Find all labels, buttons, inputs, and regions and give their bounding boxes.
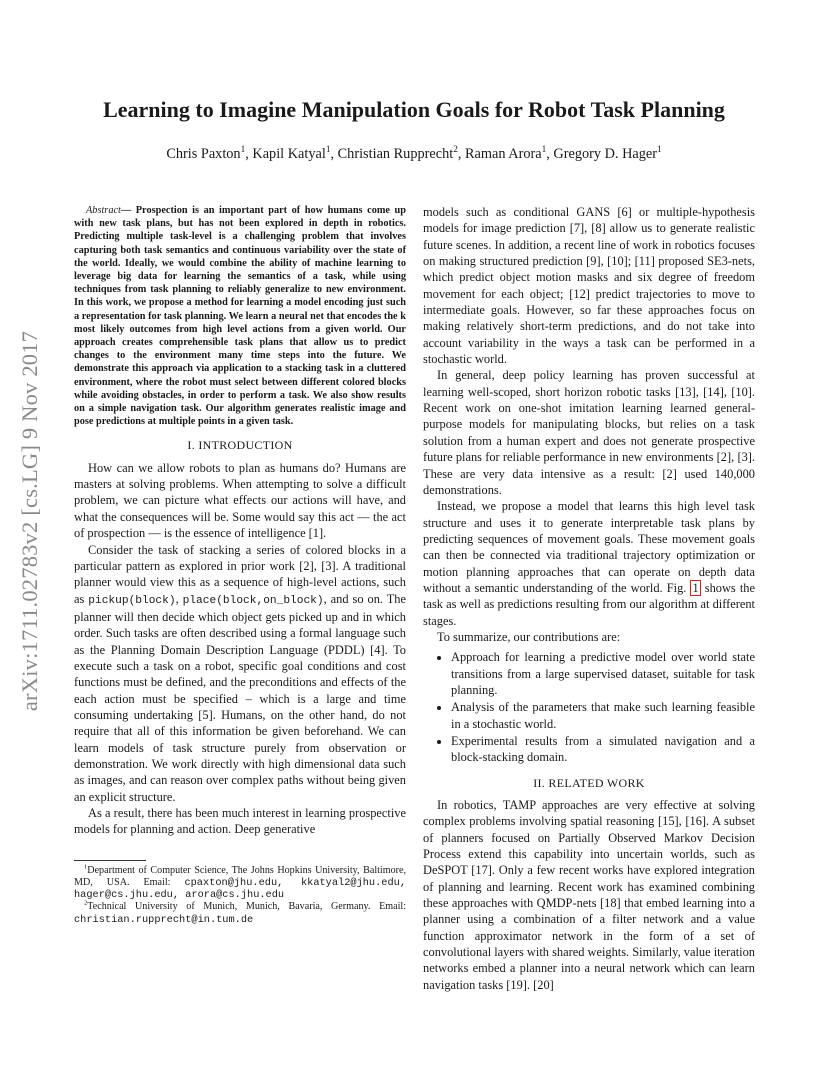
list-item: • Approach for learning a predictive model over world state transitions from a large supervised dataset, suitable for task planning. [451, 649, 755, 698]
body-paragraph: models such as conditional GANS [6] or multiple-hypothesis models for image prediction [7], [8] allow us to generate realistic future scenes. In addition, a recent line of work in robotics focuses on making structured prediction [9], [10]; [11] proposed SE3-nets, which predict object motion masks and six degree of freedom movement for each object; [12] predict trajectories to move to intermediate goals. However, so far these approaches focus on making relatively short-term predictions, and do not take into account variability in the ways a task can be performed in a stochastic world. [423, 205, 755, 367]
author-affiliation-mark: 1 [657, 145, 662, 156]
author-affiliation-mark: 2 [453, 145, 458, 156]
intro-paragraph [74, 542, 406, 806]
list-item: • Analysis of the parameters that make such learning feasible in a stochastic world. [451, 699, 755, 732]
code-pickup: pickup(block) [88, 594, 176, 607]
author-name: Chris Paxton [166, 146, 241, 162]
abstract-label: Abstract [86, 205, 121, 216]
section-heading-introduction: I. INTRODUCTION [187, 438, 293, 453]
body-text: Instead, we propose a model that learns this high level task structure and uses it to generate interpretable task plans by predicting sequences of movement goals. These movement goals can then be connected via traditional trajectory optimization or motion planning approaches that can operate on depth data without a semantic understanding of the world. Fig. [423, 499, 755, 595]
body-paragraph: In general, deep policy learning has proven successful at learning well-scoped, short horizon robotic tasks [13], [14], [10]. Recent work on one-shot imitation learning learned general-purpose models for manipulating blocks, but relies on a task solution from a human expert and does not generate prospective future plans for reliable performance in new environments [2], [3]. These are very data intensive as a result: [2] used 140,000 demonstrations. [423, 368, 755, 497]
list-item: • Experimental results from a simulated navigation and a block-stacking domain. [451, 733, 755, 766]
intro-text: , [175, 591, 183, 606]
footnote-mark: 1 [84, 863, 88, 871]
code-place: place(block,on_block) [182, 594, 324, 607]
author-list: Chris Paxton$^1$, Kapil Katyal$^1$, Christian Rupprecht$^2$, Raman Arora$^1$, Gregory D. Hager$^1$ [166, 145, 662, 162]
intro-text: Consider the task of stacking a series of colored blocks in a particular pattern as explored in prior work [2], [3]. A traditional planner would view this as a sequence of high-level actions, such as [74, 542, 406, 606]
section-heading-related-work: II. RELATED WORK [533, 775, 645, 790]
paper-title: Learning to Imagine Manipulation Goals for Robot Task Planning [103, 97, 725, 122]
contributions-list [423, 649, 755, 765]
body-paragraph [423, 498, 755, 629]
arxiv-sidebar [10, 286, 50, 756]
intro-paragraph: As a result, there has been much interest in learning prospective models for planning and action. Deep generative [74, 806, 406, 837]
abstract [74, 204, 406, 428]
footnote-affiliation-2 [74, 901, 406, 925]
author-name: Kapil Katyal [252, 146, 326, 162]
left-column [74, 204, 406, 926]
author-name: Christian Rupprecht [337, 146, 454, 162]
body-paragraph: To summarize, our contributions are: [437, 629, 621, 644]
author-name: Gregory D. Hager [553, 146, 658, 162]
email-link[interactable]: christian.rupprecht@in.tum.de [74, 913, 254, 926]
author-name: Raman Arora [465, 146, 542, 162]
footnote-rule [74, 860, 146, 861]
author-affiliation-mark: 1 [541, 145, 547, 156]
footnote-text: Technical University of Munich, Munich, Bavaria, Germany. Email: [87, 901, 406, 913]
footnote-affiliation-1 [74, 865, 406, 902]
abstract-text: Prospection is an important part of how humans come up with new task plans, but has not been explored in depth in robotics. Predicting multiple task-level is a challenging problem that involves capturing both task semantics and continuous variability over the state of the world. Ideally, we would combine the ability of machine learning to leverage big data for learning the semantics of a task, while using techniques from task planning to reliably generalize to new environment. In this work, we propose a method for learning a model encoding just such a representation for task planning. We learn a neural net that encodes the k most likely outcomes from high level actions from a given world. Our approach creates comprehensible task plans that allow us to predict changes to the environment many time steps into the future. We demonstrate this approach via application to a stacking task in a cluttered environment, where the robot must select between different colored blocks while avoiding obstacles, in order to perform a task. We also show results on a simple navigation task. Our algorithm generates realistic image and pose predictions at multiple points in a given task. [74, 205, 406, 428]
figure-reference-link[interactable]: 1 [692, 580, 699, 595]
body-paragraph: In robotics, TAMP approaches are very effective at solving complex problems involving spatial reasoning [15], [16]. A subset of planners focused on Partially Observed Markov Decision Process extend this capability into uncertain worlds, such as DeSPOT [17]. Only a few recent works have explored integration of planning and learning. Recent work has examined combining these approaches with QMDP-nets [18] that embed learning into a planner using a combination of a filter network and a value function approximator network in the form of a set of convolutional layers with shared weights. Similarly, value iteration networks embed a planner into a neural network which can learn navigation tasks [19]. [20] [423, 798, 755, 992]
abstract-dash: — [120, 205, 136, 216]
author-affiliation-mark: 1 [325, 145, 331, 156]
footnote-mark: 2 [84, 899, 88, 907]
right-column [423, 204, 755, 993]
footnote-text: Department of Computer Science, The Johns Hopkins University, Baltimore, MD, USA. Email: [74, 864, 406, 888]
author-affiliation-mark: 1 [240, 145, 246, 156]
arxiv-identifier: arXiv:1711.02783v2 [cs.LG] 9 Nov 2017 [17, 330, 42, 712]
intro-text: , and so on. The planner will then decide which object gets picked up and in which order. Such tasks are often described using a formal language such as the Planning Domain Description Language (PDDL) [4]. To execute such a task on a robot, specific goal conditions and cost functions must be defined, and the preconditions and effects of the each action must be specified – which is a large and time consuming undertaking [5]. Humans, on the other hand, do not require that all of this information be given beforehand. We can learn models of task structure purely from observation or demonstration. We work directly with high dimensional data such as images, and can reason over complex paths without being given an explicit structure. [74, 591, 406, 804]
intro-paragraph: How can we allow robots to plan as humans do? Humans are masters at solving problems. When attempting to solve a difficult problem, we can picture what effects our actions will have, and what the consequences will be. Some would say this act — the act of prospection — is the essence of intelligence [1]. [74, 460, 406, 541]
email-link[interactable]: cpaxton@jhu.edu, kkatyal2@jhu.edu, hager@cs.jhu.edu, arora@cs.jhu.edu [74, 876, 407, 902]
body-text: shows the task as well as predictions resulting from our algorithm at different stages. [423, 580, 755, 628]
